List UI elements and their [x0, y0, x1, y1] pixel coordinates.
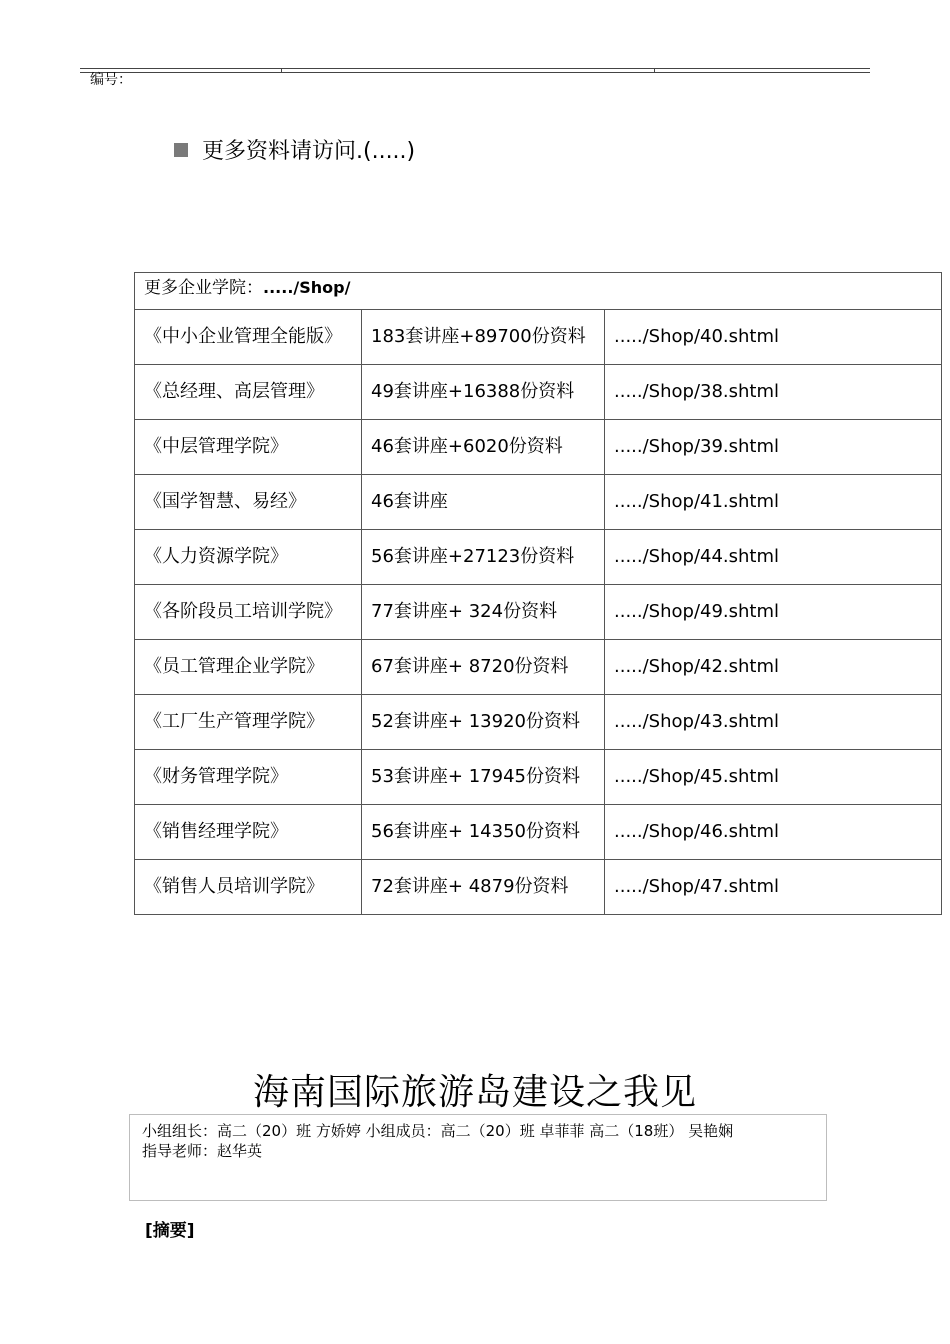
course-content-cell: 77套讲座+ 324份资料 [362, 585, 605, 640]
members-box [129, 1114, 827, 1201]
shop-table [134, 272, 942, 915]
course-content-cell: 46套讲座 [362, 475, 605, 530]
table-row [135, 310, 942, 365]
table-row [135, 695, 942, 750]
course-content-cell: 56套讲座+ 14350份资料 [362, 805, 605, 860]
table-header-label: 更多企业学院： [144, 278, 263, 298]
table-row [135, 365, 942, 420]
course-name-cell: 《中层管理学院》 [135, 420, 362, 475]
table-row [135, 860, 942, 915]
course-link-cell[interactable]: ...../Shop/44.shtml [605, 530, 942, 585]
course-link-cell[interactable]: ...../Shop/42.shtml [605, 640, 942, 695]
course-link-cell[interactable]: ...../Shop/45.shtml [605, 750, 942, 805]
table-header-link[interactable]: ...../Shop/ [263, 278, 351, 297]
more-info-line [174, 134, 415, 165]
more-info-text: 更多资料请访问.(.....) [202, 139, 416, 164]
header-rule [80, 68, 870, 73]
course-link-cell[interactable]: ...../Shop/40.shtml [605, 310, 942, 365]
course-name-cell: 《工厂生产管理学院》 [135, 695, 362, 750]
course-content-cell: 72套讲座+ 4879份资料 [362, 860, 605, 915]
course-content-cell: 46套讲座+6020份资料 [362, 420, 605, 475]
course-link-cell[interactable]: ...../Shop/47.shtml [605, 860, 942, 915]
table-row [135, 640, 942, 695]
table-row [135, 805, 942, 860]
course-link-cell[interactable]: ...../Shop/46.shtml [605, 805, 942, 860]
doc-number-label: 编号： [90, 72, 132, 88]
course-name-cell: 《总经理、高层管理》 [135, 365, 362, 420]
course-link-cell[interactable]: ...../Shop/39.shtml [605, 420, 942, 475]
table-row [135, 585, 942, 640]
course-link-cell[interactable]: ...../Shop/43.shtml [605, 695, 942, 750]
table-row [135, 530, 942, 585]
course-name-cell: 《销售经理学院》 [135, 805, 362, 860]
course-name-cell: 《财务管理学院》 [135, 750, 362, 805]
table-row [135, 475, 942, 530]
table-header-cell [135, 273, 942, 310]
course-link-cell[interactable]: ...../Shop/49.shtml [605, 585, 942, 640]
table-row [135, 420, 942, 475]
course-name-cell: 《国学智慧、易经》 [135, 475, 362, 530]
course-content-cell: 183套讲座+89700份资料 [362, 310, 605, 365]
members-line: 小组组长：高二（20）班 方娇婷 小组成员：高二（20）班 卓菲菲 高二（18班） 吴艳娴 [142, 1122, 734, 1140]
course-content-cell: 53套讲座+ 17945份资料 [362, 750, 605, 805]
header-divider [654, 68, 655, 73]
document-title: 海南国际旅游岛建设之我见 [252, 1072, 697, 1113]
square-bullet-icon [174, 143, 188, 157]
course-content-cell: 67套讲座+ 8720份资料 [362, 640, 605, 695]
course-content-cell: 56套讲座+27123份资料 [362, 530, 605, 585]
table-header-row [135, 273, 942, 310]
course-name-cell: 《人力资源学院》 [135, 530, 362, 585]
teacher-line: 指导老师：赵华英 [142, 1142, 263, 1160]
course-link-cell[interactable]: ...../Shop/41.shtml [605, 475, 942, 530]
course-link-cell[interactable]: ...../Shop/38.shtml [605, 365, 942, 420]
abstract-label: [摘要] [145, 1221, 195, 1241]
course-name-cell: 《员工管理企业学院》 [135, 640, 362, 695]
header-divider [281, 68, 282, 73]
course-content-cell: 49套讲座+16388份资料 [362, 365, 605, 420]
course-content-cell: 52套讲座+ 13920份资料 [362, 695, 605, 750]
course-name-cell: 《中小企业管理全能版》 [135, 310, 362, 365]
table-row [135, 750, 942, 805]
course-name-cell: 《销售人员培训学院》 [135, 860, 362, 915]
course-name-cell: 《各阶段员工培训学院》 [135, 585, 362, 640]
